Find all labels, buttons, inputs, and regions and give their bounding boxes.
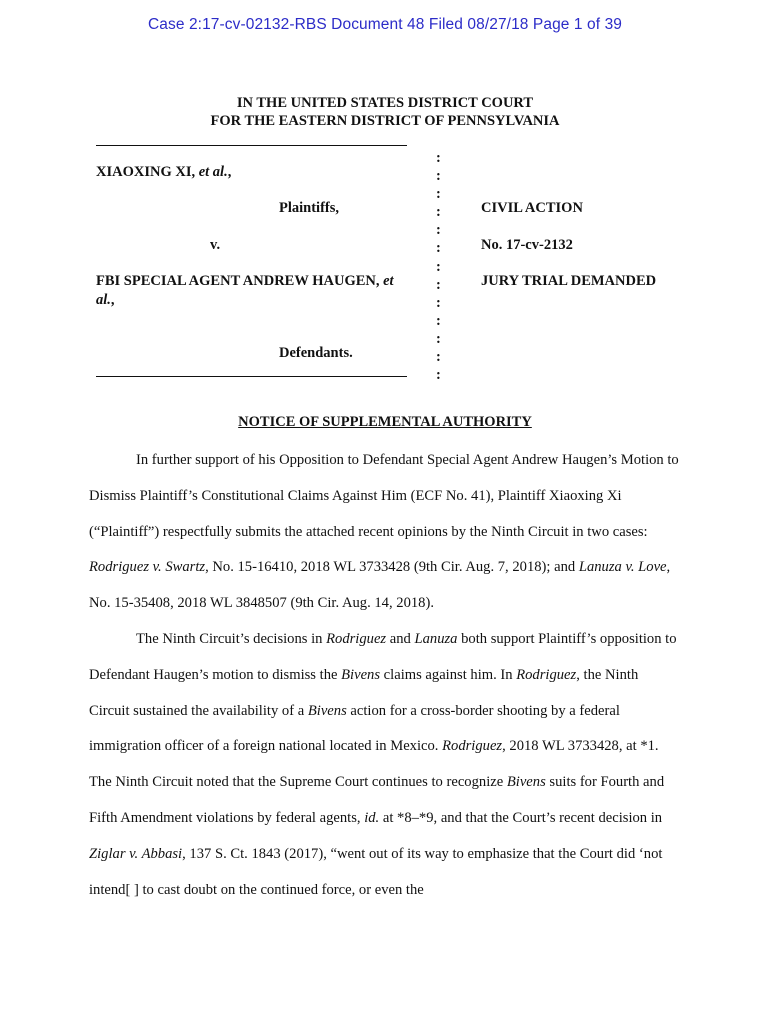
caption-colon: : [436,330,441,347]
caption-rule-bottom [96,376,407,377]
caption-colon: : [436,204,441,221]
case-citation: Lanuza v. Love [578,559,667,576]
paragraph-text: In further support of his Opposition to Defendant Special Agent Andrew Haugen’s Motion to Dismiss Plaintiff’s Constitutional Claims Against Him (ECF No. 41), Plaintiff Xiaoxing Xi (“Plaintiff”) respectfully submits the attached recent opinions by the Ninth Circuit in two cases: [89,452,679,540]
paragraph-text: , No. 15-35408, 2018 WL 3848507 (9th Cir. Aug. 14, 2018). [89,559,671,612]
paragraph-2 [89,622,681,908]
case-citation: Rodriguez [516,666,577,683]
caption-colon: : [436,168,441,185]
notice-title: NOTICE OF SUPPLEMENTAL AUTHORITY [238,414,532,430]
caption-colon: : [436,258,441,275]
paragraph-text: at *8–*9, and that the Court’s recent decision in [379,809,663,826]
defendant-comma: , [110,292,115,308]
plaintiff-name [96,163,231,182]
court-heading-line1: IN THE UNITED STATES DISTRICT COURT [236,95,534,111]
caption-colon: : [436,349,441,366]
caption-colon-column [436,149,448,384]
jury-trial-demanded: JURY TRIAL DEMANDED [481,273,657,289]
case-citation: Rodriguez [442,738,503,755]
caption-colon: : [436,222,441,239]
court-heading [0,94,770,130]
paragraph-text: , No. 15-16410, 2018 WL 3733428 (9th Cir. Aug. 7, 2018); and [205,559,579,576]
paragraph-text: , the Ninth Circuit sustained the availability of a [89,666,639,719]
defendants-label: Defendants. [279,345,353,361]
case-citation: Bivens [307,702,347,719]
paragraph-text: and [386,631,415,647]
case-header-stamp: Case 2:17-cv-02132-RBS Document 48 Filed 08/27/18 Page 1 of 39 [147,16,623,33]
paragraph-text: The Ninth Circuit’s decisions in [136,631,327,647]
defendant-name [96,272,416,310]
case-citation: Rodriguez [326,631,387,647]
defendant-al: al. [96,292,111,308]
caption-colon: : [436,276,441,293]
plaintiffs-label: Plaintiffs, [279,200,340,216]
caption-colon: : [436,367,441,384]
paragraph-text: , 137 S. Ct. 1843 (2017), “went out of its way to emphasize that the Court did ‘not intend[ ] to cast doubt on the continued force, or even the [89,845,663,898]
caption-rule-top [96,145,407,146]
plaintiff-etal: et al. [198,164,228,180]
versus-label: v. [210,237,221,253]
case-number: No. 17-cv-2132 [481,237,573,253]
case-citation: Lanuza [414,631,458,647]
paragraph-text: claims against him. In [380,666,517,683]
paragraph-text: action for a cross-border shooting by a federal immigration officer of a foreign national located in Mexico. [89,702,620,755]
civil-action-label: CIVIL ACTION [481,200,583,216]
case-citation: Ziglar v. Abbasi [89,845,183,862]
case-citation: Bivens [341,666,381,683]
defendant-et: et [383,273,394,289]
paragraph-text: , 2018 WL 3733428, at *1. The Ninth Circuit noted that the Supreme Court continues to recognize [89,738,659,791]
case-citation: id. [364,809,380,826]
caption-colon: : [436,312,441,329]
paragraph-text: suits for Fourth and Fifth Amendment violations by federal agents, [89,774,665,826]
caption-colon: : [436,150,441,166]
plaintiff-name-text: XIAOXING XI, [96,164,199,180]
paragraph-text: both support Plaintiff’s opposition to Defendant Haugen’s motion to dismiss the [89,631,677,683]
caption-colon: : [436,186,441,203]
case-citation: Rodriguez v. Swartz [89,559,206,576]
plaintiff-comma: , [227,164,232,180]
court-heading-line2: FOR THE EASTERN DISTRICT OF PENNSYLVANIA [210,113,560,129]
case-citation: Bivens [506,774,546,791]
caption-colon: : [436,294,441,311]
paragraph-1 [89,443,681,622]
defendant-name-text: FBI SPECIAL AGENT ANDREW HAUGEN, [96,273,384,289]
caption-colon: : [436,240,441,257]
